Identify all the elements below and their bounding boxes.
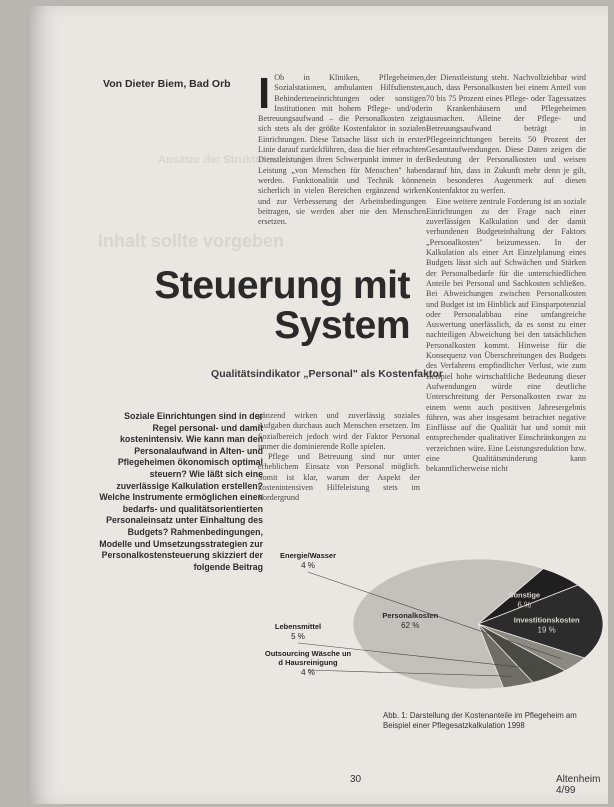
body-column-2: [258, 411, 420, 504]
paragraph: Pflege und Betreuung sind nur unter erheblichem Einsatz von Personal möglich. Somit ist klar, warum der Aspekt der kostenintensiven Hilfeleistung stets im Vordergrund: [258, 452, 420, 503]
slice-label-5: Personalkosten: [382, 610, 439, 620]
lead-paragraph: Soziale Einrichtungen sind in der Regel personal- und damit kostenintensiv. Wie kann man den Personalaufwand in Alten- und Pflegeheimen ökonomisch optimal steuern? Wie läßt sich eine zuverlässige Kalkulation erstellen? Welche Instrumente ermöglichen einen bedarfs- und qualitätsorientierten Personaleinsatz unter Einhaltung des Budgets? Rahmenbedingungen, Modelle und Umsetzungsstrategien zur Personalkostensteuerung skizziert der folgende Beitrag: [99, 411, 263, 572]
slice-value-3: 5 %: [291, 632, 305, 641]
show-through-subheading: Ansätze der Strukturqualität: [158, 154, 306, 166]
slice-value-5: 62 %: [401, 620, 420, 630]
magazine-page: [28, 6, 608, 804]
slice-value-4: 4 %: [301, 668, 315, 677]
slice-label-3: Lebensmittel: [274, 622, 322, 631]
slice-label-0: Sonstige: [508, 590, 541, 600]
paragraph: Eine weitere zentrale Forderung ist an soziale Einrichtungen zu der Frage nach einer zuverlässigen Kalkulation und der damit verbundenen Budgeteinhaltung der Faktors „Personalkosten" beizumessen. In der Kalkulation als einer Art Einzelplanung eines Budgets lässt sich auf Schwächen und Stärken der Personalbedarfe für die unterschiedlichen Anteile bei Personal und Sachkosten schließen. Bei Abweichungen zwischen Personalkosten und Budget ist im Hinblick auf Einsparpotenzial oder Personalabbau eine umfangreiche Auswertung unerlässlich, da es sonst zu einer nachteiligen Abweichung bei den tatsächlichen Personalkosten kommt. Hinweise für die Konsequenz von Überschreitungen des Budgets des Verfahrens empfindlicher Verlust, wie zum Beispiel hohe wirtschaftliche Bedeutung dieser Aufwendungen würde eine deutliche Unterschreitung der Personalkosten zwar zu einem wenn auch positiven Jahresergebnis führen, was aber insgesamt betrachtet negative Einflüsse auf die Qualität hat und somit mit entsprechender qualitativer Einschränkungen zu verzeichnen wäre. Eine Leistungsreduktion bzw. eine Qualitätsminderung kann bekanntlicherweise nicht: [426, 196, 586, 474]
article-subtitle: Qualitätsindikator „Personal" als Kostenfaktor: [211, 368, 443, 380]
magazine-issue: Altenheim 4/99: [556, 774, 601, 796]
paragraph: Ob in Kliniken, Pflegeheimen, Sozialstationen, ambulanten Hilfsdiensten, Behinderteneinrichtungen oder sonstigen Institutionen mit hohem Pflege- und/oder Betreuungsaufwand – die Personalkosten zeigt sich stets als der größte Kostenfaktor in sozialen Einrichtungen. Diese Tatsache lässt sich in erster Linie darauf zurückführen, dass die hier erbrachten Dienstleistungen ihren Schwerpunkt immer in der Leistung „von Menschen für Menschen" haben werden. Funktionalität und Technik können sicherlich in vielen Bereichen ergänzend wirken und zur Verbesserung der Arbeitsbedingungen beitragen, sie werden aber nie den Menschen ersetzen.: [258, 73, 426, 227]
slice-label-4: Outsourcing Wäsche un: [264, 649, 352, 658]
body-column-3: [426, 73, 586, 475]
paragraph: gänzend wirken und zuverlässig soziales Aufgaben durchaus auch Menschen ersetzen. Im Sozialbereich jedoch wird der Faktor Personal immer die dominierende Rolle spielen.: [258, 411, 420, 451]
slice-value-2: 4 %: [301, 561, 315, 570]
slice-value-1: 19 %: [537, 625, 556, 635]
slice-label-1: Investitionskosten: [513, 615, 580, 625]
slice-value-0: 6 %: [517, 600, 532, 610]
cost-share-pie-chart: [228, 546, 608, 711]
article-title: [154, 266, 410, 346]
paragraph: der Dienstleistung steht. Nachvollziehbar wird auch, dass Personalkosten bei einem Anteil von 70 bis 75 Prozent eines Pflege- oder Tagessatzes in Krankenhäusern und Pflegeheimen ausmachen. Alleine der Pflege- und Betreuungsaufwand beträgt in Pflegeeinrichtungen bereits 50 Prozent der Gesamtaufwendungen. Diese Daten zeigen die Bedeutung der Personalkosten und weisen darauf hin, dass in Zukunft mehr denn je gilt, ein besonderes Augenmerk auf diesen Kostenfaktor zu werfen.: [426, 73, 586, 196]
slice-label-4: d Hausreinigung: [278, 658, 338, 667]
author-byline: Von Dieter Biem, Bad Orb: [103, 78, 231, 90]
show-through-heading: Inhalt sollte vorgeben: [98, 231, 285, 251]
drop-cap: I: [258, 69, 271, 118]
body-column-1: [258, 69, 426, 227]
slice-label-2: Energie/Wasser: [280, 551, 336, 560]
title-line-1: Steuerung mit: [154, 264, 410, 307]
figure-caption: Abb. 1: Darstellung der Kostenanteile im Pflegeheim am Beispiel einer Pflegesatzkalkulation 1998: [383, 711, 577, 730]
page-number: 30: [350, 774, 362, 785]
title-line-2: System: [274, 304, 410, 347]
